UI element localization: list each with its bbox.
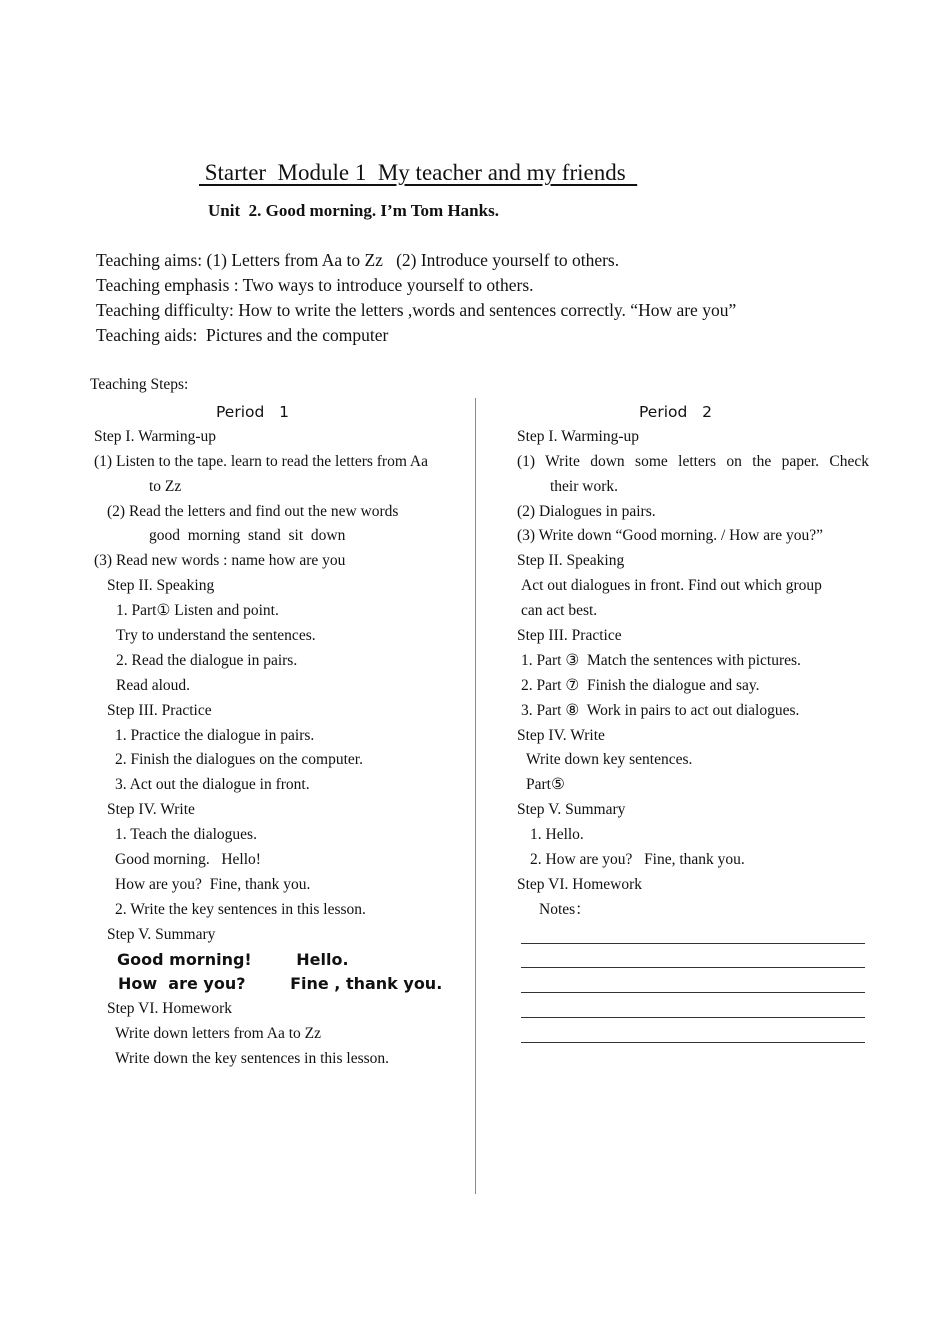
notes-blank-line (517, 972, 869, 997)
notes-blank-line (517, 1022, 869, 1047)
p1-line: Write down the key sentences in this lesson. (115, 1050, 390, 1068)
p2-line: their work. (550, 477, 619, 495)
p1-line: Step I. Warming-up (94, 427, 217, 445)
p1-line: 3. Act out the dialogue in front. (115, 776, 310, 794)
p2-line: 2. How are you? Fine, thank you. (530, 851, 745, 869)
notes-label: Notes： (539, 900, 591, 918)
p2-line: Step IV. Write (517, 726, 605, 744)
p2-line: can act best. (521, 602, 598, 620)
p1-line: Step II. Speaking (107, 577, 215, 595)
period-2-heading: Period 2 (639, 403, 712, 421)
summary-bold-line: How are you? Fine , thank you. (118, 974, 443, 994)
teaching-difficulty: Teaching difficulty: How to write the letters ,words and sentences correctly. “How are you” (96, 300, 737, 320)
p1-line: (2) Read the letters and find out the new words (107, 502, 399, 520)
p1-line: to Zz (149, 477, 182, 495)
teaching-aims: Teaching aims: (1) Letters from Aa to Zz (2) Introduce yourself to others. (96, 250, 620, 270)
p2-line: (2) Dialogues in pairs. (517, 502, 656, 520)
p2-line: Step II. Speaking (517, 552, 625, 570)
p1-line: How are you? Fine, thank you. (115, 875, 311, 893)
p1-line: Step VI. Homework (107, 1000, 232, 1018)
period-1-column (94, 400, 466, 1072)
p1-line: (1) Listen to the tape. learn to read the letters from Aa (94, 452, 428, 470)
p1-line: good morning stand sit down (149, 527, 346, 545)
p2-line: Part⑤ (526, 776, 565, 794)
p1-line: Good morning. Hello! (115, 851, 261, 869)
p1-line: 2. Finish the dialogues on the computer. (115, 751, 363, 769)
p2-line: Step III. Practice (517, 627, 622, 645)
p1-line: 1. Teach the dialogues. (115, 826, 257, 844)
teaching-steps-label: Teaching Steps: (90, 376, 189, 393)
p1-line: 1. Practice the dialogue in pairs. (115, 726, 315, 744)
notes-blank-line (517, 948, 869, 973)
p2-line: 1. Part ③ Match the sentences with pictures. (521, 651, 801, 669)
p1-line: 2. Write the key sentences in this lesson. (115, 900, 366, 918)
p2-line: (1) Write down some letters on the paper. Check (517, 452, 869, 470)
p2-line: Step I. Warming-up (517, 427, 640, 445)
notes-blank-line (517, 997, 869, 1022)
unit-subtitle: Unit 2. Good morning. I’m Tom Hanks. (208, 201, 499, 220)
teaching-emphasis: Teaching emphasis : Two ways to introduce yourself to others. (96, 275, 534, 295)
p1-line: Step IV. Write (107, 801, 195, 819)
p2-line: 2. Part ⑦ Finish the dialogue and say. (521, 676, 760, 694)
document-title: Starter Module 1 My teacher and my friends (199, 160, 638, 185)
teaching-aids: Teaching aids: Pictures and the computer (96, 325, 389, 345)
p2-line: Step VI. Homework (517, 875, 642, 893)
column-divider (475, 398, 476, 1194)
notes-blank-line (517, 923, 869, 948)
p1-line: Write down letters from Aa to Zz (115, 1025, 321, 1043)
p2-line: 3. Part ⑧ Work in pairs to act out dialogues. (521, 701, 800, 719)
p2-line: Step V. Summary (517, 801, 626, 819)
p1-line: Try to understand the sentences. (116, 627, 316, 645)
p1-line: Step V. Summary (107, 925, 216, 943)
period-1-heading: Period 1 (216, 403, 289, 421)
p1-line: Step III. Practice (107, 701, 212, 719)
summary-bold-line: Good morning! Hello. (117, 949, 349, 969)
p2-line: Act out dialogues in front. Find out which group (521, 577, 822, 595)
p1-line: (3) Read new words : name how are you (94, 552, 346, 570)
p1-line: Read aloud. (116, 676, 191, 694)
p1-line: 1. Part① Listen and point. (116, 602, 279, 620)
p2-line: 1. Hello. (530, 826, 584, 844)
period-2-column (517, 400, 869, 1047)
p2-line: Write down key sentences. (526, 751, 693, 769)
p2-line: (3) Write down “Good morning. / How are you?” (517, 527, 823, 545)
p1-line: 2. Read the dialogue in pairs. (116, 651, 298, 669)
